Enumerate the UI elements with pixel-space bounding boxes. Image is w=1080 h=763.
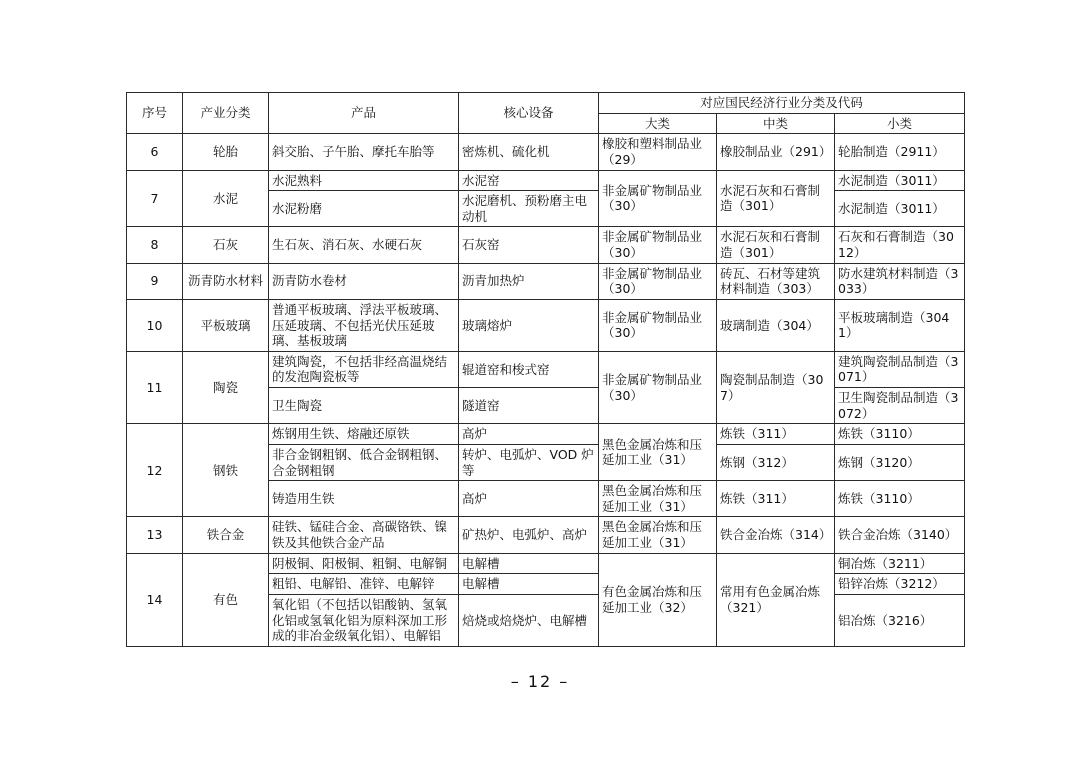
header-major-class: 大类 <box>599 113 717 134</box>
table-header-row-1 <box>127 93 965 114</box>
cell-major: 有色金属冶炼和压延加工业（32） <box>599 553 717 646</box>
cell-minor: 铁合金冶炼（3140） <box>835 517 965 553</box>
cell-equipment: 焙烧或焙烧炉、电解槽 <box>459 594 599 646</box>
cell-equipment: 沥青加热炉 <box>459 263 599 299</box>
cell-minor: 石灰和石膏制造（3012） <box>835 227 965 263</box>
cell-major: 非金属矿物制品业（30） <box>599 263 717 299</box>
cell-seq: 12 <box>127 424 183 517</box>
table-row <box>127 351 965 387</box>
table-row <box>127 553 965 574</box>
header-seq: 序号 <box>127 93 183 134</box>
cell-category: 有色 <box>183 553 269 646</box>
cell-equipment: 电解槽 <box>459 553 599 574</box>
cell-product: 水泥粉磨 <box>269 191 459 227</box>
cell-product: 建筑陶瓷，不包括非经高温烧结的发泡陶瓷板等 <box>269 351 459 387</box>
cell-major: 非金属矿物制品业（30） <box>599 351 717 424</box>
cell-equipment: 石灰窑 <box>459 227 599 263</box>
header-product: 产品 <box>269 93 459 134</box>
cell-major: 黑色金属冶炼和压延加工业（31） <box>599 481 717 517</box>
cell-major: 黑色金属冶炼和压延加工业（31） <box>599 517 717 553</box>
cell-category: 铁合金 <box>183 517 269 553</box>
table-row <box>127 134 965 170</box>
cell-seq: 8 <box>127 227 183 263</box>
cell-equipment: 辊道窑和梭式窑 <box>459 351 599 387</box>
cell-product: 水泥熟料 <box>269 170 459 191</box>
cell-category: 水泥 <box>183 170 269 227</box>
cell-minor: 建筑陶瓷制品制造（3071） <box>835 351 965 387</box>
cell-product: 卫生陶瓷 <box>269 388 459 424</box>
cell-major: 黑色金属冶炼和压延加工业（31） <box>599 424 717 481</box>
table-body <box>127 134 965 647</box>
table-header <box>127 93 965 134</box>
cell-medium: 橡胶制品业（291） <box>717 134 835 170</box>
cell-seq: 10 <box>127 299 183 351</box>
cell-medium: 炼铁（311） <box>717 424 835 445</box>
cell-medium: 炼钢（312） <box>717 444 835 480</box>
cell-equipment: 高炉 <box>459 481 599 517</box>
cell-equipment: 隧道窑 <box>459 388 599 424</box>
industry-classification-table <box>126 92 965 647</box>
cell-seq: 11 <box>127 351 183 424</box>
cell-minor: 铜冶炼（3211） <box>835 553 965 574</box>
cell-category: 轮胎 <box>183 134 269 170</box>
table-row <box>127 170 965 191</box>
cell-major: 非金属矿物制品业（30） <box>599 170 717 227</box>
cell-medium: 炼铁（311） <box>717 481 835 517</box>
cell-equipment: 水泥磨机、预粉磨主电动机 <box>459 191 599 227</box>
cell-medium: 铁合金冶炼（314） <box>717 517 835 553</box>
table-row <box>127 299 965 351</box>
cell-category: 平板玻璃 <box>183 299 269 351</box>
table-row <box>127 227 965 263</box>
cell-minor: 炼铁（3110） <box>835 424 965 445</box>
cell-category: 钢铁 <box>183 424 269 517</box>
cell-minor: 铅锌冶炼（3212） <box>835 574 965 595</box>
header-minor-class: 小类 <box>835 113 965 134</box>
header-core-equipment: 核心设备 <box>459 93 599 134</box>
cell-category: 石灰 <box>183 227 269 263</box>
cell-product: 炼钢用生铁、熔融还原铁 <box>269 424 459 445</box>
cell-minor: 铝冶炼（3216） <box>835 594 965 646</box>
header-industry-category: 产业分类 <box>183 93 269 134</box>
cell-seq: 13 <box>127 517 183 553</box>
cell-minor: 防水建筑材料制造（3033） <box>835 263 965 299</box>
cell-major: 非金属矿物制品业（30） <box>599 227 717 263</box>
cell-minor: 水泥制造（3011） <box>835 191 965 227</box>
cell-medium: 常用有色金属冶炼（321） <box>717 553 835 646</box>
cell-equipment: 转炉、电弧炉、VOD 炉等 <box>459 444 599 480</box>
header-national-classification: 对应国民经济行业分类及代码 <box>599 93 965 114</box>
cell-product: 斜交胎、子午胎、摩托车胎等 <box>269 134 459 170</box>
cell-seq: 9 <box>127 263 183 299</box>
cell-seq: 14 <box>127 553 183 646</box>
page-number: – 12 – <box>510 672 570 691</box>
industry-classification-table-container <box>126 92 964 647</box>
cell-product: 沥青防水卷材 <box>269 263 459 299</box>
cell-category: 沥青防水材料 <box>183 263 269 299</box>
header-medium-class: 中类 <box>717 113 835 134</box>
cell-product: 非合金钢粗钢、低合金钢粗钢、合金钢粗钢 <box>269 444 459 480</box>
cell-minor: 平板玻璃制造（3041） <box>835 299 965 351</box>
cell-equipment: 玻璃熔炉 <box>459 299 599 351</box>
cell-medium: 水泥石灰和石膏制造（301） <box>717 227 835 263</box>
cell-minor: 卫生陶瓷制品制造（3072） <box>835 388 965 424</box>
cell-minor: 水泥制造（3011） <box>835 170 965 191</box>
cell-minor: 炼铁（3110） <box>835 481 965 517</box>
cell-minor: 轮胎制造（2911） <box>835 134 965 170</box>
cell-equipment: 密炼机、硫化机 <box>459 134 599 170</box>
cell-equipment: 矿热炉、电弧炉、高炉 <box>459 517 599 553</box>
cell-major: 非金属矿物制品业（30） <box>599 299 717 351</box>
cell-category: 陶瓷 <box>183 351 269 424</box>
cell-minor: 炼钢（3120） <box>835 444 965 480</box>
cell-product: 普通平板玻璃、浮法平板玻璃、压延玻璃、不包括光伏压延玻璃、基板玻璃 <box>269 299 459 351</box>
cell-seq: 6 <box>127 134 183 170</box>
cell-product: 氧化铝（不包括以铝酸钠、氢氧化铝或氢氧化铝为原料深加工形成的非冶金级氧化铝）、电解铝 <box>269 594 459 646</box>
cell-equipment: 电解槽 <box>459 574 599 595</box>
table-row <box>127 424 965 445</box>
table-row <box>127 517 965 553</box>
cell-medium: 水泥石灰和石膏制造（301） <box>717 170 835 227</box>
cell-medium: 陶瓷制品制造（307） <box>717 351 835 424</box>
cell-major: 橡胶和塑料制品业（29） <box>599 134 717 170</box>
cell-equipment: 水泥窑 <box>459 170 599 191</box>
table-row <box>127 263 965 299</box>
page-footer <box>0 672 1080 691</box>
cell-seq: 7 <box>127 170 183 227</box>
cell-product: 粗铅、电解铅、准锌、电解锌 <box>269 574 459 595</box>
cell-equipment: 高炉 <box>459 424 599 445</box>
cell-product: 铸造用生铁 <box>269 481 459 517</box>
cell-product: 生石灰、消石灰、水硬石灰 <box>269 227 459 263</box>
cell-product: 阴极铜、阳极铜、粗铜、电解铜 <box>269 553 459 574</box>
cell-medium: 砖瓦、石材等建筑材料制造（303） <box>717 263 835 299</box>
cell-product: 硅铁、锰硅合金、高碳铬铁、镍铁及其他铁合金产品 <box>269 517 459 553</box>
cell-medium: 玻璃制造（304） <box>717 299 835 351</box>
